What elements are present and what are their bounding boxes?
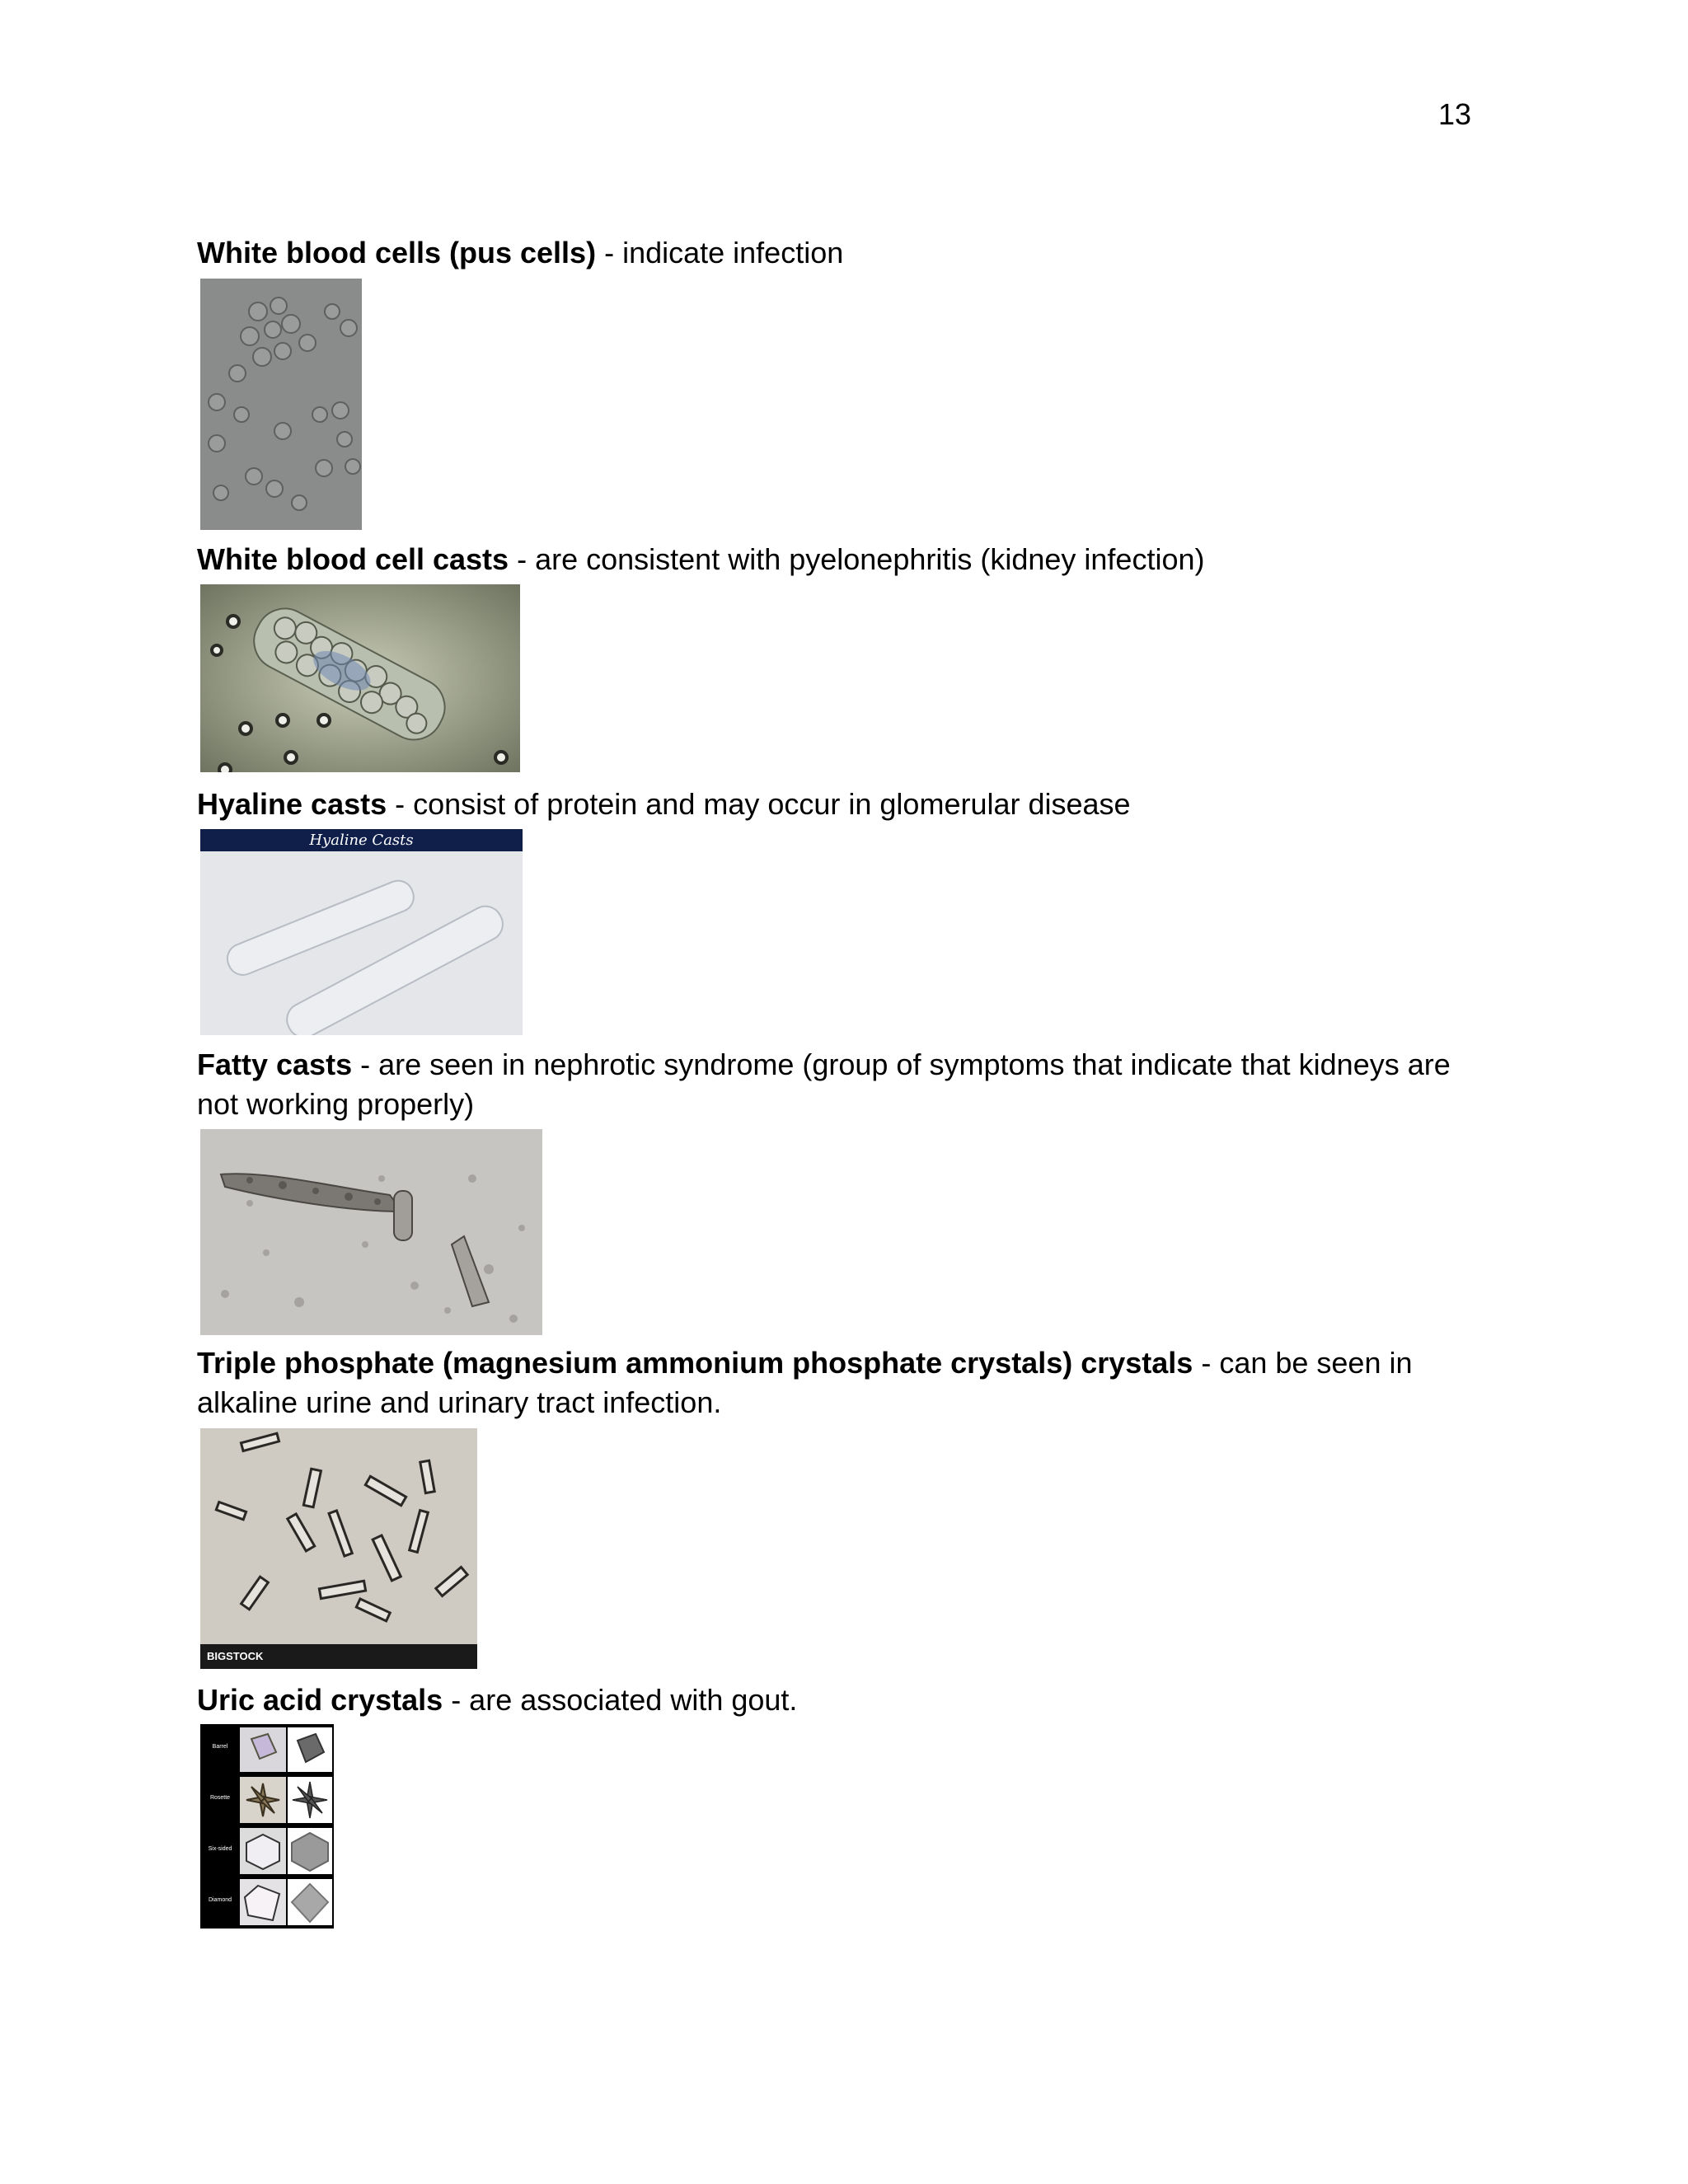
wbc-cast-term: White blood cell casts [197, 542, 509, 576]
uric-acid-paragraph [197, 1680, 1483, 1720]
uric-acid-term: Uric acid crystals [197, 1683, 443, 1717]
triple-phosphate-description: - can be seen in alkaline urine and urinary tract infection. [197, 1346, 1413, 1419]
uric-acid-shape-chart [200, 1724, 334, 1929]
hyaline-cast-description: - consist of protein and may occur in glomerular disease [387, 787, 1131, 821]
uric-acid-description: - are associated with gout. [443, 1683, 798, 1717]
fatty-cast-term: Fatty casts [197, 1047, 353, 1081]
triple-phosphate-term: Triple phosphate (magnesium ammonium phosphate crystals) crystals [197, 1346, 1193, 1380]
fatty-cast-paragraph [197, 1045, 1483, 1124]
hyaline-cast-image-caption: Hyaline Casts [309, 832, 414, 849]
hyaline-cast-paragraph [197, 785, 1483, 824]
shape-label-rosette: Rosette [209, 1795, 231, 1801]
fatty-cast-micrograph [200, 1129, 542, 1335]
shape-label-diamond: Diamond [208, 1897, 232, 1903]
shape-label-six-sided: Six-sided [208, 1846, 232, 1852]
wbc-cast-description: - are consistent with pyelonephritis (kidney infection) [509, 542, 1205, 576]
triple-phosphate-paragraph [197, 1343, 1483, 1422]
hyaline-cast-term: Hyaline casts [197, 787, 387, 821]
page-number: 13 [1438, 97, 1472, 131]
wbc-description: - indicate infection [596, 236, 844, 269]
shape-label-barrel: Barrel [212, 1744, 228, 1750]
bigstock-watermark: BIGSTOCK [207, 1650, 264, 1662]
wbc-micrograph [200, 279, 362, 530]
wbc-paragraph [197, 233, 1483, 273]
triple-phosphate-micrograph [200, 1428, 477, 1669]
wbc-term: White blood cells (pus cells) [197, 236, 597, 269]
wbc-cast-paragraph [197, 540, 1483, 579]
wbc-cast-micrograph [200, 584, 520, 772]
fatty-cast-description: - are seen in nephrotic syndrome (group of symptoms that indicate that kidneys are not working properly) [197, 1047, 1451, 1121]
hyaline-cast-micrograph [200, 829, 523, 1035]
